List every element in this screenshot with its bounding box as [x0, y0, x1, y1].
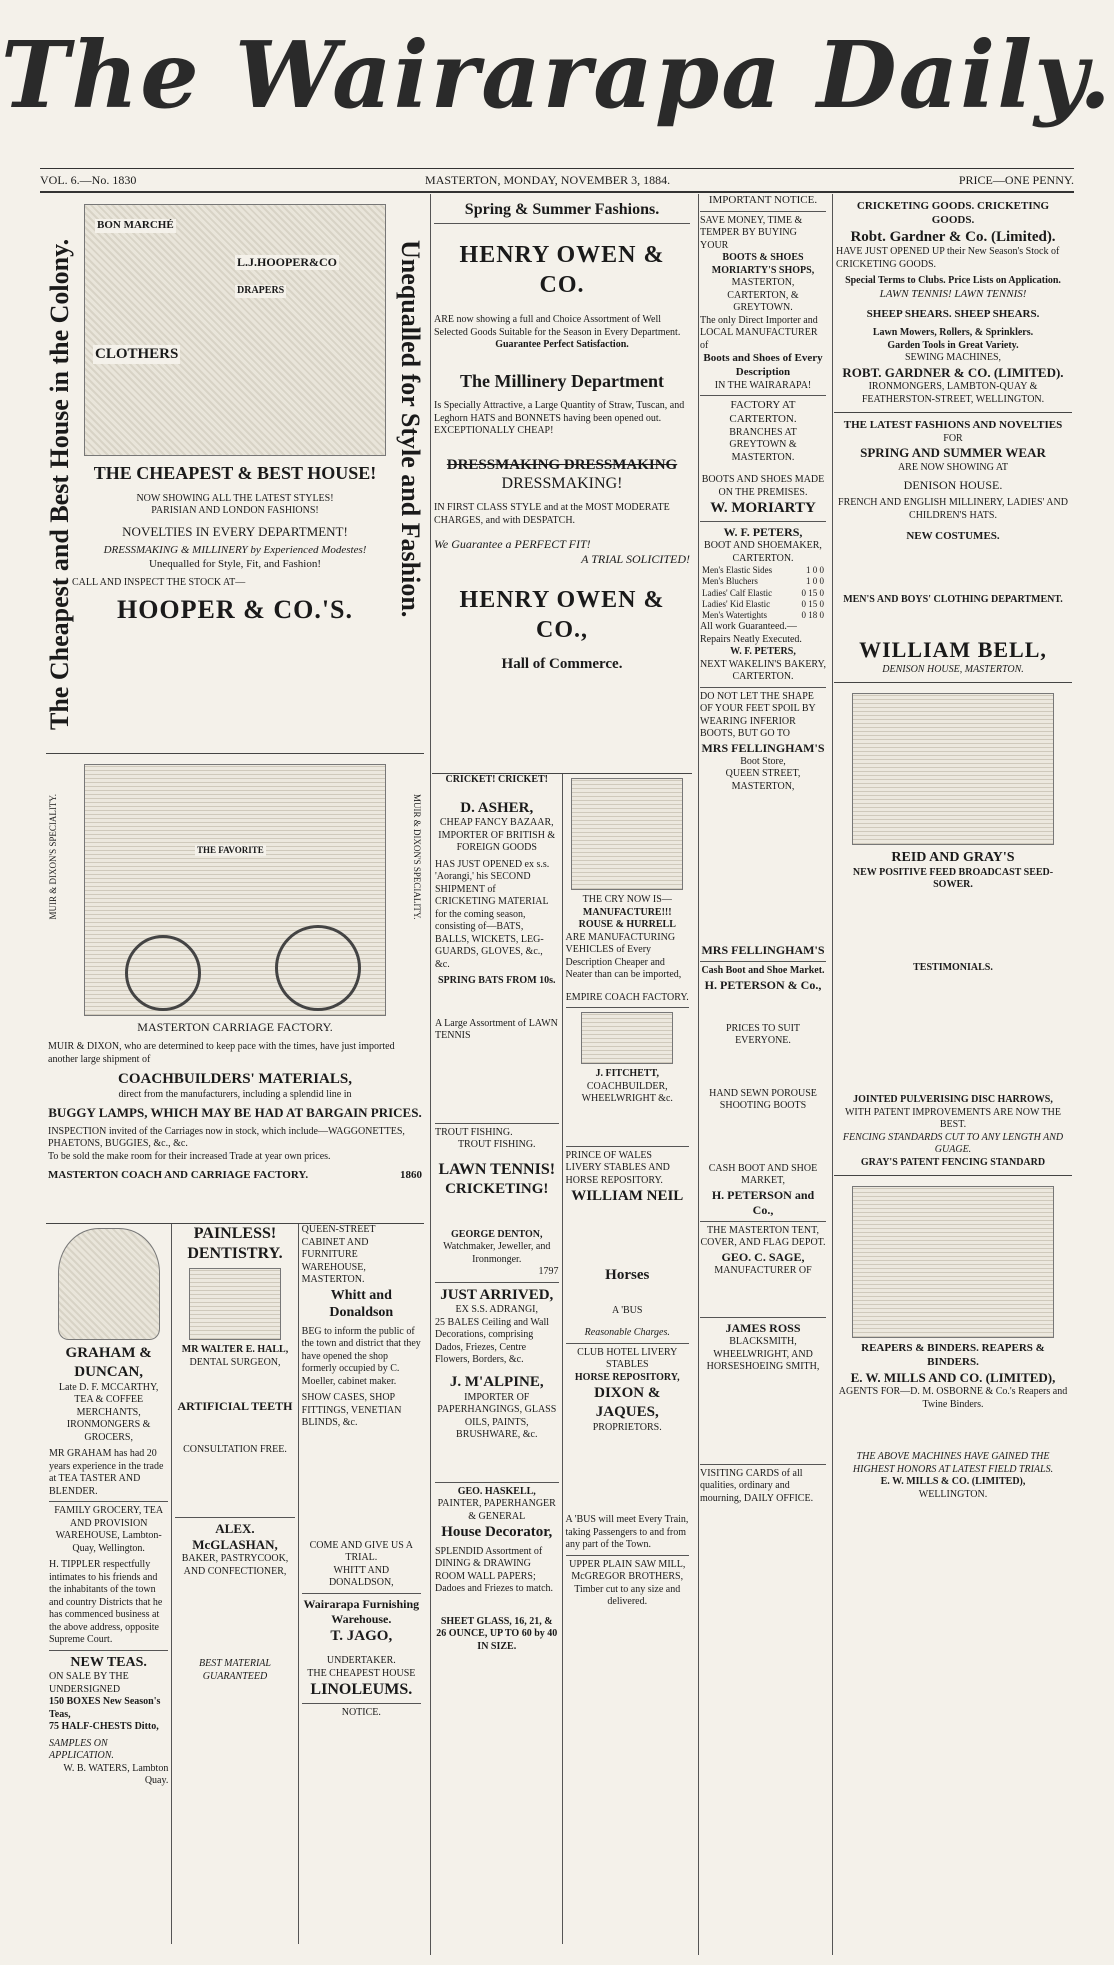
now-showing: ARE NOW SHOWING AT	[897, 461, 1009, 473]
store-sign-hooper: L.J.HOOPER&CO	[237, 255, 338, 269]
price-item: Ladies' Calf Elastic	[702, 587, 773, 598]
price-value: 0 15 0	[801, 598, 824, 609]
muir-speciality-right: MUIR & DIXON'S SPECIALITY.	[412, 794, 422, 920]
horses: Horses	[605, 1266, 650, 1283]
buggy-illustration	[571, 778, 683, 890]
prices-suit: PRICES TO SUIT EVERYONE.	[725, 1022, 801, 1047]
new-teas-2: 75 HALF-CHESTS Ditto,	[49, 1721, 159, 1732]
peters: W. F. PETERS,	[723, 525, 803, 539]
bus: A 'BUS	[612, 1304, 643, 1316]
empire-coach: EMPIRE COACH FACTORY.	[565, 991, 689, 1003]
price-item: Ladies' Kid Elastic	[702, 598, 771, 609]
mills-ad	[834, 1176, 1072, 1507]
price-item: Men's Watertights	[702, 610, 767, 620]
column-1-subgrid	[46, 1224, 424, 1944]
hooper-ad	[46, 194, 424, 754]
subcol-furniture	[299, 1224, 424, 1944]
ew-mills: E. W. MILLS AND CO. (LIMITED),	[850, 1369, 1056, 1385]
henry-text: ARE now showing a full and Choice Assortment of Well Selected Goods Suitable for the Season in Every Department.	[434, 314, 681, 338]
new-teas-1: 150 BOXES New Season's Teas,	[49, 1696, 161, 1720]
every-description: Boots and Shoes of Every Description	[703, 352, 823, 378]
carriage-illustration	[581, 1012, 673, 1064]
reasonable-charges: Reasonable Charges.	[584, 1327, 670, 1338]
queen-street-cabinet: QUEEN-STREET CABINET AND FURNITURE WAREHOUSE, MASTERTON.	[301, 1224, 376, 1285]
trout-fishing: TROUT FISHING.	[435, 1126, 513, 1138]
cricketing: CRICKETING!	[445, 1180, 549, 1197]
dressmaking-2: DRESSMAKING!	[501, 475, 623, 493]
fellingham-2: MRS FELLINGHAM'S	[701, 943, 825, 958]
fitchett-sub: COACHBUILDER, WHEELWRIGHT &c.	[581, 1080, 673, 1104]
william-neil: WILLIAM NEIL	[571, 1188, 684, 1204]
tippler-text: H. TIPPLER respectfully intimates to his friends and the inhabitants of the town and country Districts that he has commenced business at the above address, opposite Supreme Court.	[49, 1559, 163, 1645]
patent-fencing: GRAY'S PATENT FENCING STANDARD	[860, 1156, 1046, 1168]
cheapest-house: THE CHEAPEST HOUSE	[307, 1667, 416, 1679]
price-item: Men's Elastic Sides	[702, 565, 773, 575]
factory-text-2: direct from the manufacturers, including a splendid line in	[118, 1088, 352, 1100]
peterson-2: H. PETERSON and Co.,	[711, 1187, 815, 1217]
peters-sub: BOOT AND SHOEMAKER, CARTERTON.	[704, 540, 822, 564]
agents-for: AGENTS FOR—D. M. OSBORNE & Co.'s Reapers and Twine Binders.	[838, 1386, 1068, 1410]
reid-gray-ad	[834, 683, 1072, 1176]
painless-dentistry: PAINLESS! DENTISTRY.	[187, 1225, 283, 1262]
masthead	[0, 10, 1114, 140]
new-teas: NEW TEAS.	[70, 1654, 147, 1670]
family-grocery: FAMILY GROCERY, TEA AND PROVISION WAREHOUSE, Lambton-Quay, Wellington.	[54, 1505, 164, 1554]
house-decorator: House Decorator,	[441, 1524, 553, 1540]
ross-sub: BLACKSMITH, WHEELWRIGHT, AND HORSESHOEING SMITH,	[706, 1336, 820, 1373]
column-1	[40, 194, 431, 1955]
perfect-fit: We Guarantee a PERFECT FIT!	[434, 537, 591, 552]
wellington: WELLINGTON.	[918, 1488, 988, 1500]
peters-2-sub: NEXT WAKELIN'S BAKERY, CARTERTON.	[700, 658, 826, 683]
hooper-headline: THE CHEAPEST & BEST HOUSE!	[93, 463, 377, 483]
subcol-grocery	[46, 1224, 172, 1944]
rouse-hurrell: ROUSE & HURRELL	[578, 919, 676, 930]
price-value: 0 18 0	[801, 610, 824, 620]
lawn-tennis-4: LAWN TENNIS! LAWN TENNIS!	[879, 287, 1027, 300]
asher: D. ASHER,	[460, 799, 534, 816]
important-notice: IMPORTANT NOTICE.	[708, 194, 818, 206]
horse-repository: HORSE REPOSITORY,	[574, 1371, 680, 1383]
hooper-line-5: Unequalled for Style, Fit, and Fashion!	[148, 557, 321, 570]
haskell: GEO. HASKELL,	[457, 1485, 536, 1497]
price-item: Men's Bluchers	[702, 576, 758, 587]
price-value: 1 0 0	[806, 576, 824, 587]
dentist-name: MR WALTER E. HALL,	[181, 1344, 289, 1355]
bell-sub: DENISON HOUSE, MASTERTON.	[882, 663, 1024, 675]
dressmaking-1: DRESSMAKING DRESSMAKING	[446, 456, 678, 473]
price-value: 0 15 0	[801, 587, 824, 598]
henry-owen-ad	[432, 194, 692, 774]
special-terms: Special Terms to Clubs. Price Lists on Application.	[845, 275, 1061, 287]
moriarty-sub: MASTERTON, CARTERTON, & GREYTOWN.	[727, 277, 799, 314]
newspaper-title: The Wairarapa Daily.	[0, 21, 1114, 129]
new-costumes: NEW COSTUMES.	[906, 530, 1000, 542]
boot-store: Boot Store,	[740, 755, 786, 767]
factory-text: MUIR & DIXON, who are determined to keep pace with the times, have just imported another large shipment of	[48, 1041, 395, 1065]
linoleums: LINOLEUMS.	[310, 1681, 413, 1699]
ross: JAMES ROSS	[725, 1321, 801, 1336]
denton-sub: Watchmaker, Jeweller, and Ironmonger.	[443, 1241, 551, 1265]
hooper-line-3: NOVELTIES IN EVERY DEPARTMENT!	[122, 523, 348, 539]
cash-boot-market: CASH BOOT AND SHOE MARKET,	[708, 1162, 818, 1187]
trial-solicited: A TRIAL SOLICITED!	[581, 552, 690, 567]
subcol-rouse	[563, 774, 693, 1944]
fellingham: MRS FELLINGHAM'S	[701, 740, 825, 755]
haskell-text: SPLENDID Assortment of DINING & DRAWING ROOM WALL PAPERS; Dadoes and Friezes to match.	[435, 1545, 554, 1595]
spring-bats: SPRING BATS FROM 10s.	[437, 975, 556, 987]
spring-summer-wear: SPRING AND SUMMER WEAR	[860, 445, 1046, 461]
subcol-dentistry	[172, 1224, 298, 1944]
asher-sub: CHEAP FANCY BAZAAR, IMPORTER OF BRITISH & FOREIGN GOODS	[438, 817, 556, 854]
whitt-signature: WHITT AND DONALDSON,	[328, 1564, 394, 1588]
buggy-lamps: BUGGY LAMPS, WHICH MAY BE HAD AT BARGAIN PRICES.	[48, 1105, 422, 1121]
table-row	[700, 610, 826, 621]
cricket-heading: CRICKET! CRICKET!	[445, 774, 548, 785]
store-sign-clothers: CLOTHERS	[95, 346, 179, 362]
dress-text: IN FIRST CLASS STYLE and at the MOST MODERATE CHARGES, and with DESPATCH.	[434, 502, 670, 526]
table-row	[700, 588, 826, 599]
cry-now: THE CRY NOW IS—	[582, 894, 672, 905]
volume-number: VOL. 6.—No. 1830	[40, 172, 137, 187]
lawn-tennis-line: A Large Assortment of LAWN TENNIS	[435, 1017, 558, 1042]
factory-text-3: INSPECTION invited of the Carriages now in stock, which include—WAGGONETTES, PHAETONS, BUGGIES, &c., &c.	[48, 1125, 405, 1149]
jago: T. JAGO,	[330, 1627, 393, 1644]
fencing-standards: FENCING STANDARDS CUT TO ANY LENGTH AND GUAGE.	[842, 1131, 1064, 1156]
latest-fashions: THE LATEST FASHIONS AND NOVELTIES	[843, 419, 1063, 431]
muir-speciality-left: MUIR & DIXON'S SPECIALITY.	[48, 794, 58, 920]
vertical-slogan-right: Unequalled for Style and Fashion.	[396, 240, 425, 618]
seed-sower-illustration	[852, 693, 1054, 845]
just-arrived-sub: EX S.S. ADRANGI,	[455, 1304, 538, 1316]
coach-label: THE FAVORITE	[197, 845, 264, 855]
only-importer: The only Direct Importer and LOCAL MANUFACTURER of	[700, 314, 818, 351]
robt-gardner-2: ROBT. GARDNER & CO. (LIMITED).	[842, 364, 1064, 380]
save-money: SAVE MONEY, TIME & TEMPER BY BUYING YOUR	[700, 214, 803, 251]
mcglashan: ALEX. McGLASHAN,	[192, 1520, 278, 1552]
coachbuilders: COACHBUILDERS' MATERIALS,	[118, 1071, 352, 1087]
column-2-subgrid	[432, 774, 692, 1944]
hall-commerce: Hall of Commerce.	[501, 656, 623, 673]
peterson: H. PETERSON & Co.,	[704, 977, 822, 992]
sewing-machines: SEWING MACHINES,	[904, 352, 1002, 364]
graham-text: MR GRAHAM has had 20 years experience in the trade at TEA TASTER AND BLENDER.	[49, 1448, 164, 1497]
peters-2: W. F. PETERS,	[730, 646, 796, 658]
factory-footer: MASTERTON COACH AND CARRIAGE FACTORY.	[48, 1169, 309, 1181]
store-sign-bon-marche: BON MARCHÉ	[97, 219, 174, 231]
factory-text-4: To be sold the make room for their increased Trade at year own prices.	[48, 1150, 331, 1162]
store-sign-drapers: DRAPERS	[237, 285, 285, 296]
mcgregor: McGREGOR BROTHERS,	[571, 1571, 684, 1582]
timber: Timber cut to any size and delivered.	[574, 1583, 681, 1607]
subcol-asher	[432, 774, 563, 1944]
whitt-donaldson: Whitt and Donaldson	[329, 1287, 394, 1320]
haskell-sub: PAINTER, PAPERHANGER & GENERAL	[437, 1498, 556, 1522]
denison-house: DENISON HOUSE.	[903, 478, 1003, 492]
furnishing-warehouse: Wairarapa Furnishing Warehouse.	[303, 1596, 420, 1626]
mcalpine: J. M'ALPINE,	[449, 1373, 544, 1390]
undertaker: UNDERTAKER.	[326, 1655, 396, 1667]
samples: SAMPLES ON APPLICATION.	[49, 1737, 114, 1761]
made-on-premises: BOOTS AND SHOES MADE ON THE PREMISES.	[701, 474, 825, 498]
henry-guarantee: Guarantee Perfect Satisfaction.	[495, 339, 629, 350]
asher-text: HAS JUST OPENED ex s.s. 'Aorangi,' his SECOND SHIPMENT of CRICKETING MATERIAL for the coming season, consisting of—BATS, BALLS, WICKETS, LEG-GUARDS, GLOVES, &c., &c.	[435, 858, 550, 970]
club-hotel: CLUB HOTEL LIVERY STABLES	[577, 1346, 678, 1370]
issue-date: MASTERTON, MONDAY, NOVEMBER 3, 1884.	[425, 172, 671, 187]
mcalpine-sub: IMPORTER OF PAPERHANGINGS, GLASS OILS, PAINTS, BRUSHWARE, &c.	[437, 1391, 557, 1440]
all-work: All work Guaranteed.—Repairs Neatly Executed.	[700, 621, 802, 645]
fitchett: J. FITCHETT,	[595, 1068, 659, 1079]
reapers-binders: REAPERS & BINDERS. REAPERS & BINDERS.	[861, 1342, 1045, 1368]
price-table	[700, 565, 826, 621]
artificial-teeth: ARTIFICIAL TEETH	[177, 1399, 293, 1413]
just-arrived-text: 25 BALES Ceiling and Wall Decorations, comprising Dados, Friezes, Centre Flowers, Borders, &c.	[435, 1316, 550, 1366]
hooper-line-6: CALL AND INSPECT THE STOCK AT—	[72, 577, 246, 589]
neil-sub: PRINCE OF WALES LIVERY STABLES AND HORSE REPOSITORY.	[565, 1149, 670, 1186]
denton: GEORGE DENTON,	[451, 1228, 543, 1240]
moriarty-shops: MORIARTY'S SHOPS,	[711, 264, 815, 276]
hooper-line-2: PARISIAN AND LONDON FASHIONS!	[151, 505, 319, 516]
come-trial: COME AND GIVE US A TRIAL.	[309, 1539, 413, 1563]
column-3	[694, 194, 833, 1955]
store-illustration	[84, 204, 386, 456]
manufacture: MANUFACTURE!!!	[582, 906, 672, 918]
gained-honors: THE ABOVE MACHINES HAVE GAINED THE HIGHEST HONORS AT LATEST FIELD TRIALS.	[852, 1451, 1054, 1475]
sheep-shears: SHEEP SHEARS. SHEEP SHEARS.	[866, 307, 1040, 320]
dentist-sub: DENTAL SURGEON,	[189, 1356, 281, 1368]
william-bell: WILLIAM BELL,	[859, 637, 1047, 663]
denton-num: 1797	[538, 1266, 559, 1277]
gardner-ad	[834, 194, 1072, 413]
millinery-text: Is Specially Attractive, a Large Quantity of Straw, Tuscan, and Leghorn HATS and BONNETS having been opened out. EXCEPTIONALLY CHEAP!	[434, 400, 685, 436]
seed-sower: NEW POSITIVE FEED BROADCAST SEED-SOWER.	[852, 866, 1054, 891]
gardner-text: HAVE JUST OPENED UP their New Season's Stock of CRICKETING GOODS.	[836, 246, 1060, 270]
french-millinery: FRENCH AND ENGLISH MILLINERY, LADIES' AND CHILDREN'S HATS.	[838, 497, 1068, 521]
plain-saw-mill: UPPER PLAIN SAW MILL,	[569, 1558, 686, 1570]
notice: NOTICE.	[341, 1707, 381, 1719]
hand-sewn: HAND SEWN POROUSE SHOOTING BOOTS	[709, 1087, 817, 1112]
graham-title: GRAHAM & DUNCAN,	[65, 1345, 152, 1380]
ew-mills-2: E. W. MILLS & CO. (LIMITED),	[880, 1476, 1026, 1487]
table-row	[700, 576, 826, 587]
dateline	[40, 168, 1074, 193]
boots-shoes: BOOTS & SHOES	[722, 252, 804, 264]
for: FOR	[943, 432, 963, 444]
henry-owen-2: HENRY OWEN & CO.,	[459, 587, 665, 644]
sage: GEO. C. SAGE,	[721, 1249, 805, 1264]
column-2	[426, 194, 699, 1955]
in-wairarapa: IN THE WAIRARAPA!	[714, 379, 812, 391]
sheet-glass: SHEET GLASS, 16, 21, & 26 OUNCE, UP TO 60 by 40 IN SIZE.	[436, 1615, 558, 1652]
harrows-sub: WITH PATENT IMPROVEMENTS ARE NOW THE BEST.	[844, 1106, 1062, 1131]
reid-gray: REID AND GRAY'S	[891, 850, 1015, 866]
just-arrived: JUST ARRIVED,	[440, 1286, 554, 1303]
sage-sub: MANUFACTURER OF	[714, 1264, 812, 1276]
hooper-line-4: DRESSMAKING & MILLINERY by Experienced Modestes!	[103, 543, 367, 556]
bell-ad	[834, 413, 1072, 683]
table-row	[700, 599, 826, 610]
hooper-line-1: NOW SHOWING ALL THE LATEST STYLES!	[136, 492, 334, 504]
mcglashan-sub: BAKER, PASTRYCOOK, AND CONFECTIONER,	[181, 1553, 289, 1577]
visiting-cards: VISITING CARDS of all qualities, ordinary and mourning, DAILY OFFICE.	[700, 1467, 814, 1504]
spring-fashions: Spring & Summer Fashions.	[464, 201, 660, 218]
factory-number: 1860	[400, 1169, 422, 1181]
vertical-slogan-left: The Cheapest and Best House in the Colony.	[45, 238, 74, 730]
bus-2: A 'BUS will meet Every Train, taking Passengers to and from any part of the Town.	[565, 1514, 689, 1550]
lawn-mowers: Lawn Mowers, Rollers, & Sprinklers.	[872, 327, 1034, 339]
wheel-icon	[275, 925, 361, 1011]
coach-illustration	[84, 764, 386, 1016]
moriarty: W. MORIARTY	[710, 500, 816, 517]
new-teas-sub: ON SALE BY THE UNDERSIGNED	[49, 1671, 129, 1695]
table-row	[700, 565, 826, 576]
branches: BRANCHES AT GREYTOWN & MASTERTON.	[729, 426, 797, 463]
queen-street: QUEEN STREET, MASTERTON,	[725, 768, 801, 792]
dixon-jaques: DIXON & JAQUES,	[594, 1385, 661, 1420]
best-material: BEST MATERIAL GUARANTEED	[199, 1658, 271, 1682]
whitt-text: BEG to inform the public of the town and district that they have opened the shop formerly occupied by C. Moeller, cabinet maker.	[301, 1325, 421, 1387]
proprietors: PROPRIETORS.	[592, 1421, 662, 1433]
henry-owen: HENRY OWEN & CO.	[459, 242, 665, 298]
tea-merchant: W. B. WATERS, Lambton Quay.	[63, 1762, 169, 1786]
graham-sub: Late D. F. MCCARTHY, TEA & COFFEE MERCHANTS, IRONMONGERS & GROCERS,	[58, 1381, 159, 1443]
testimonials: TESTIMONIALS.	[913, 961, 993, 973]
mens-clothing: MEN'S AND BOYS' CLOTHING DEPARTMENT.	[843, 593, 1063, 605]
teapot-illustration	[58, 1228, 160, 1340]
reaper-illustration	[852, 1186, 1054, 1338]
robt-gardner: Robt. Gardner & Co. (Limited).	[850, 228, 1056, 245]
trout-fishing-2: TROUT FISHING.	[457, 1139, 536, 1151]
shape-of-feet: DO NOT LET THE SHAPE OF YOUR FEET SPOIL BY WEARING INFERIOR BOOTS, BUT GO TO	[700, 690, 816, 740]
factory-carterton: FACTORY AT CARTERTON.	[729, 399, 797, 425]
lawn-tennis: LAWN TENNIS!	[438, 1160, 556, 1178]
garden-tools: Garden Tools in Great Variety.	[887, 339, 1019, 351]
consultation: CONSULTATION FREE.	[183, 1444, 287, 1455]
factory-title: MASTERTON CARRIAGE FACTORY.	[137, 1020, 333, 1034]
gardner-2-sub: IRONMONGERS, LAMBTON-QUAY & FEATHERSTON-STREET, WELLINGTON.	[861, 381, 1045, 405]
hooper-name: HOOPER & CO.'S.	[116, 594, 353, 624]
carriage-factory-ad	[46, 754, 424, 1224]
disc-harrows: JOINTED PULVERISING DISC HARROWS,	[853, 1094, 1053, 1106]
cricketing-goods: CRICKETING GOODS. CRICKETING GOODS.	[856, 200, 1050, 226]
price: PRICE—ONE PENNY.	[958, 172, 1074, 187]
millinery-dept: The Millinery Department	[460, 370, 664, 391]
rouse-sub: ARE MANUFACTURING VEHICLES of Every Description Cheaper and Neater than can be imported,	[565, 931, 682, 980]
price-value: 1 0 0	[806, 565, 824, 575]
wheel-icon	[125, 935, 201, 1011]
column-4	[828, 194, 1078, 1955]
show-cases: SHOW CASES, SHOP FITTINGS, VENETIAN BLINDS, &c.	[301, 1392, 402, 1428]
cash-market: Cash Boot and Shoe Market.	[701, 965, 825, 977]
tent-depot: THE MASTERTON TENT, COVER, AND FLAG DEPOT.	[700, 1224, 826, 1249]
dentures-illustration	[189, 1268, 281, 1340]
